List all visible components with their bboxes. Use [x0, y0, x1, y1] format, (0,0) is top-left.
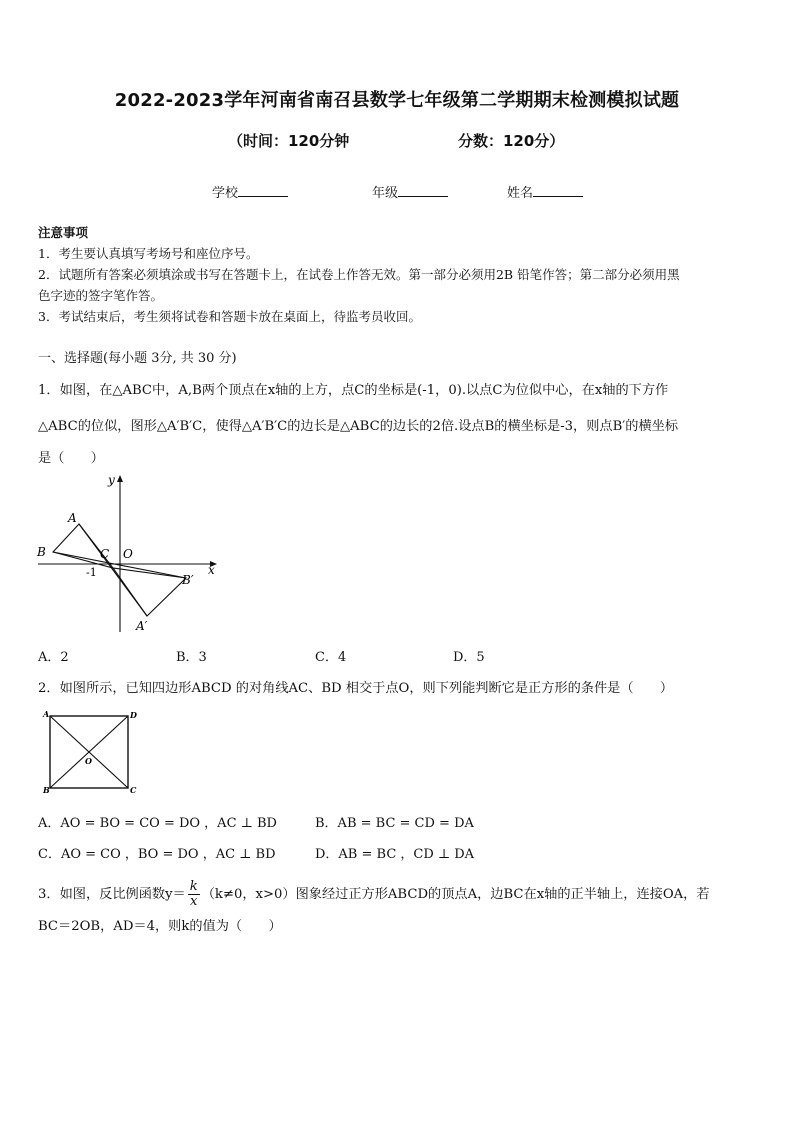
name-label: 姓名	[507, 186, 534, 201]
q1-y-arrow	[117, 475, 123, 482]
school-blank[interactable]	[238, 184, 288, 197]
q2-option-c[interactable]: C．AO = CO ，BO = DO ，AC ⊥ BD	[38, 847, 276, 862]
note-item-2-cont: 色字迹的签字笔作答。	[38, 288, 164, 303]
q3-text-a: 3．如图，反比例函数y＝	[38, 887, 186, 902]
q1-label-a: A	[68, 511, 77, 525]
name-field	[507, 182, 583, 201]
q3-frac-denominator: x	[190, 894, 198, 909]
note-item-2: 2．试题所有答案必须填涂或书写在答题卡上，在试卷上作答无效。第一部分必须用2B 铅笔作答；第二部分必须用黑	[38, 267, 680, 282]
q1-label-ap: A′	[136, 619, 148, 633]
q1-triangle-apbpc	[113, 568, 186, 616]
q2-option-d[interactable]: D．AB = BC ，CD ⊥ DA	[315, 847, 475, 862]
note-item-1: 1．考生要认真填写考场号和座位序号。	[38, 246, 259, 261]
q1-line2: △ABC的位似，图形△A′B′C，使得△A′B′C的边长是△ABC的边长的2倍.设点B的横坐标是-3，则点B′的横坐标	[38, 419, 679, 434]
school-label: 学校	[212, 186, 239, 201]
q3-text-b: （k≠0，x>0）图象经过正方形ABCD的顶点A，边BC在x轴的正半轴上，连接OA，若	[201, 887, 710, 902]
q2-option-b[interactable]: B．AB = BC = CD = DA	[315, 816, 474, 831]
q1-label-x: x	[208, 563, 215, 577]
q2-label-b: B	[43, 785, 50, 795]
q2-label-c: C	[130, 785, 137, 795]
q2-label-d: D	[130, 710, 137, 720]
q1-option-d[interactable]: D．5	[453, 650, 485, 665]
exam-time: （时间：120分钟	[228, 132, 350, 150]
grade-blank[interactable]	[398, 184, 448, 197]
q2-label-a: A	[43, 709, 50, 719]
q1-option-b[interactable]: B．3	[176, 650, 207, 665]
q3-line2: BC＝2OB，AD＝4，则k的值为（ ）	[38, 919, 282, 934]
q2-label-o: O	[85, 756, 92, 766]
q1-label-b: B	[37, 545, 46, 559]
q2-option-a[interactable]: A．AO = BO = CO = DO ，AC ⊥ BD	[38, 816, 277, 831]
q3-frac-numerator: k	[189, 879, 198, 894]
q3-fraction	[188, 880, 200, 909]
q1-label-bp: B′	[182, 573, 194, 587]
grade-field	[372, 182, 448, 201]
name-blank[interactable]	[533, 184, 583, 197]
q1-figure	[34, 472, 224, 637]
q1-label-c: C	[100, 547, 110, 561]
q1-line1: 1．如图，在△ABC中，A,B两个顶点在x轴的上方，点C的坐标是(-1，0).以点C为位似中心，在x轴的下方作	[38, 383, 669, 398]
notes-heading: 注意事项	[38, 225, 89, 240]
q2-figure	[40, 707, 145, 795]
q1-option-a[interactable]: A．2	[38, 650, 69, 665]
q1-label-neg1: -1	[86, 566, 97, 579]
q1-line3: 是（ ）	[38, 451, 104, 466]
exam-score: 分数：120分）	[458, 132, 565, 150]
note-item-3: 3．考试结束后，考生须将试卷和答题卡放在桌面上，待监考员收回。	[38, 309, 421, 324]
grade-label: 年级	[372, 186, 399, 201]
q1-label-o: O	[123, 547, 133, 561]
q2-line1: 2．如图所示，已知四边形ABCD 的对角线AC、BD 相交于点O，则下列能判断它是正方形的条件是（ ）	[38, 681, 674, 696]
school-field	[212, 182, 288, 201]
q1-label-y: y	[108, 473, 115, 487]
q1-option-c[interactable]: C．4	[315, 650, 347, 665]
section-heading: 一、选择题(每小题 3分, 共 30 分)	[38, 351, 237, 366]
q1-triangle-abc	[53, 524, 113, 568]
q3-line1	[38, 880, 710, 909]
page-title: 2022-2023学年河南省南召县数学七年级第二学期期末检测模拟试题	[114, 90, 680, 111]
